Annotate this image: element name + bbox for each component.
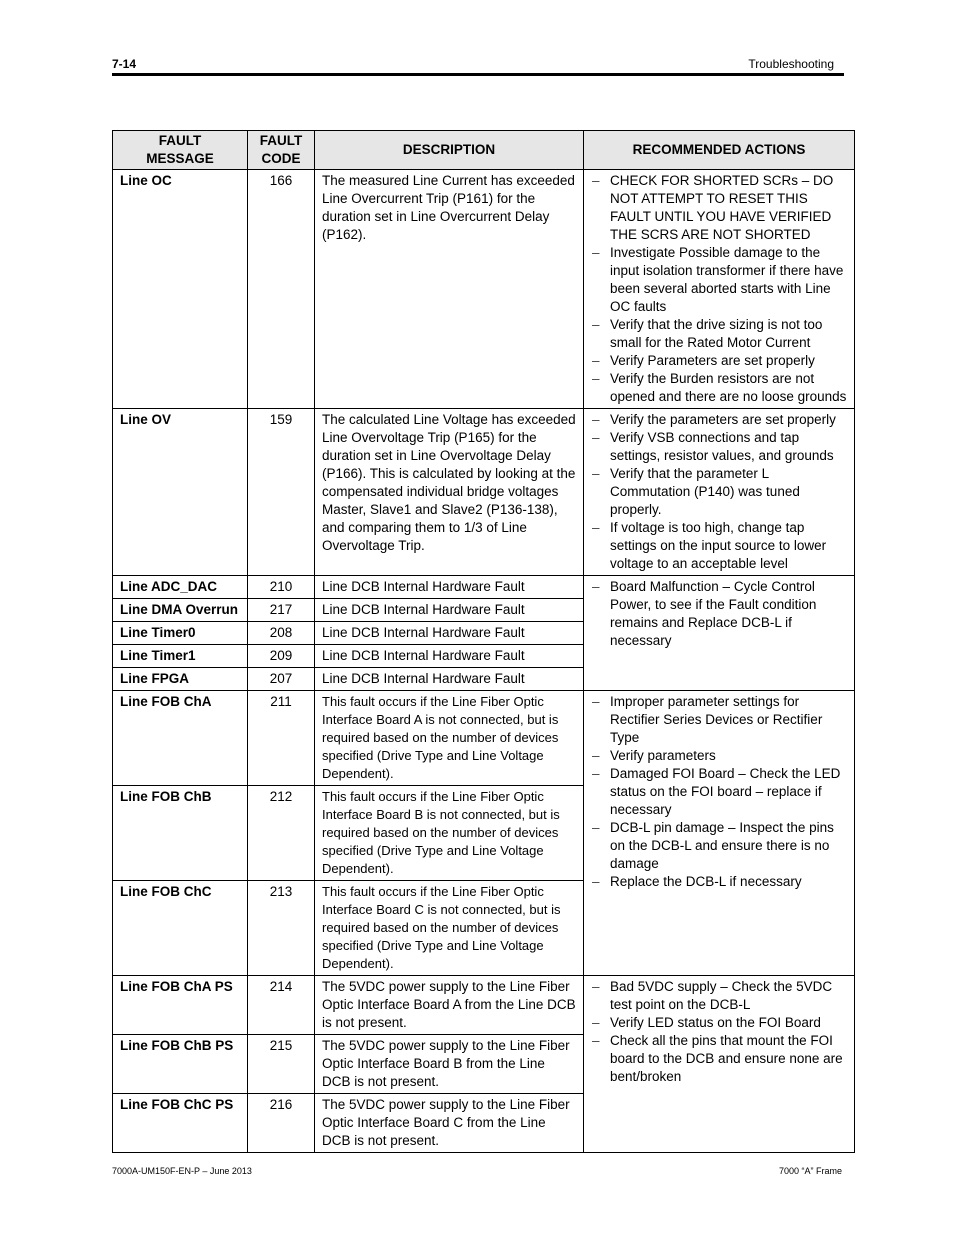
- action-item: – DCB-L pin damage – Inspect the pins on the DCB-L and ensure there is no damage: [592, 819, 850, 873]
- col-header-description: DESCRIPTION: [315, 131, 584, 170]
- action-item: – Replace the DCB-L if necessary: [592, 873, 850, 891]
- recommended-actions: [584, 576, 855, 691]
- fault-description: The 5VDC power supply to the Line Fiber Optic Interface Board A from the Line DCB is not present.: [315, 976, 584, 1035]
- table-row: [113, 576, 855, 599]
- action-item: – Verify VSB connections and tap settings, resistor values, and grounds: [592, 429, 850, 465]
- col-header-fault-message: FAULT MESSAGE: [113, 131, 248, 170]
- fault-code: 209: [248, 645, 315, 668]
- footer-doc-id: 7000A-UM150F-EN-P – June 2013: [112, 1166, 252, 1176]
- fault-code: 215: [248, 1035, 315, 1094]
- col-header-fault-code: FAULT CODE: [248, 131, 315, 170]
- fault-description: Line DCB Internal Hardware Fault: [315, 599, 584, 622]
- fault-code: 159: [248, 409, 315, 576]
- action-item: – Board Malfunction – Cycle Control Power, to see if the Fault condition remains and Replace DCB-L if necessary: [592, 578, 850, 650]
- fault-message: Line Timer0: [113, 622, 248, 645]
- section-title: Troubleshooting: [748, 57, 834, 71]
- fault-message: Line DMA Overrun: [113, 599, 248, 622]
- action-item: – Verify Parameters are set properly: [592, 352, 850, 370]
- fault-description: The calculated Line Voltage has exceeded Line Overvoltage Trip (P165) for the duration set in Line Overvoltage Delay (P166). This is calculated by looking at the compensated individual bridge voltages Master, Slave1 and Slave2 (P136-138), and comparing them to 1/3 of Line Overvoltage Trip.: [315, 409, 584, 576]
- fault-message: Line FOB ChC PS: [113, 1094, 248, 1153]
- fault-description: This fault occurs if the Line Fiber Optic Interface Board A is not connected, but is required based on the number of devices specified (Drive Type and Line Voltage Dependent).: [315, 691, 584, 786]
- action-item: – If voltage is too high, change tap settings on the input source to lower voltage to an acceptable level: [592, 519, 850, 573]
- action-item: – Improper parameter settings for Rectifier Series Devices or Rectifier Type: [592, 693, 850, 747]
- table-header-row: [113, 131, 855, 170]
- footer-product: 7000 “A” Frame: [778, 1166, 842, 1176]
- fault-message: Line OC: [113, 170, 248, 409]
- recommended-actions: [584, 976, 855, 1153]
- recommended-actions: [584, 409, 855, 576]
- action-item: – Verify LED status on the FOI Board: [592, 1014, 850, 1032]
- fault-message: Line OV: [113, 409, 248, 576]
- col-header-recommended-actions: RECOMMENDED ACTIONS: [584, 131, 855, 170]
- table-row: [113, 976, 855, 1035]
- fault-description: This fault occurs if the Line Fiber Optic Interface Board C is not connected, but is required based on the number of devices specified (Drive Type and Line Voltage Dependent).: [315, 881, 584, 976]
- action-item: – Check all the pins that mount the FOI board to the DCB and ensure none are bent/broken: [592, 1032, 850, 1086]
- fault-description: The measured Line Current has exceeded Line Overcurrent Trip (P161) for the duration set in Line Overcurrent Delay (P162).: [315, 170, 584, 409]
- fault-table: [112, 130, 855, 1153]
- fault-description: Line DCB Internal Hardware Fault: [315, 645, 584, 668]
- fault-code: 216: [248, 1094, 315, 1153]
- fault-code: 214: [248, 976, 315, 1035]
- fault-description: The 5VDC power supply to the Line Fiber Optic Interface Board B from the Line DCB is not present.: [315, 1035, 584, 1094]
- fault-description: Line DCB Internal Hardware Fault: [315, 668, 584, 691]
- fault-message: Line ADC_DAC: [113, 576, 248, 599]
- fault-description: Line DCB Internal Hardware Fault: [315, 622, 584, 645]
- fault-description: This fault occurs if the Line Fiber Optic Interface Board B is not connected, but is required based on the number of devices specified (Drive Type and Line Voltage Dependent).: [315, 786, 584, 881]
- fault-message: Line FOB ChB: [113, 786, 248, 881]
- fault-message: Line FOB ChC: [113, 881, 248, 976]
- recommended-actions: [584, 691, 855, 976]
- fault-code: 211: [248, 691, 315, 786]
- action-item: – Verify that the parameter L Commutation (P140) was tuned properly.: [592, 465, 850, 519]
- fault-code: 213: [248, 881, 315, 976]
- table-row: [113, 691, 855, 786]
- fault-code: 208: [248, 622, 315, 645]
- fault-message: Line FOB ChA PS: [113, 976, 248, 1035]
- table-row: [113, 409, 855, 576]
- action-item: – CHECK FOR SHORTED SCRs – DO NOT ATTEMPT TO RESET THIS FAULT UNTIL YOU HAVE VERIFIED THE SCRS ARE NOT SHORTED: [592, 172, 850, 244]
- fault-message: Line FOB ChB PS: [113, 1035, 248, 1094]
- fault-message: Line FPGA: [113, 668, 248, 691]
- page-number: 7-14: [112, 57, 137, 71]
- fault-code: 210: [248, 576, 315, 599]
- fault-description: The 5VDC power supply to the Line Fiber Optic Interface Board C from the Line DCB is not present.: [315, 1094, 584, 1153]
- fault-code: 166: [248, 170, 315, 409]
- table-row: [113, 170, 855, 409]
- action-item: – Damaged FOI Board – Check the LED status on the FOI board – replace if necessary: [592, 765, 850, 819]
- fault-message: Line Timer1: [113, 645, 248, 668]
- action-item: – Investigate Possible damage to the input isolation transformer if there have been several aborted starts with Line OC faults: [592, 244, 850, 316]
- fault-code: 212: [248, 786, 315, 881]
- fault-code: 217: [248, 599, 315, 622]
- action-item: – Verify the parameters are set properly: [592, 411, 850, 429]
- action-item: – Verify that the drive sizing is not too small for the Rated Motor Current: [592, 316, 850, 352]
- action-item: – Bad 5VDC supply – Check the 5VDC test point on the DCB-L: [592, 978, 850, 1014]
- fault-code: 207: [248, 668, 315, 691]
- action-item: – Verify parameters: [592, 747, 850, 765]
- fault-description: Line DCB Internal Hardware Fault: [315, 576, 584, 599]
- action-item: – Verify the Burden resistors are not opened and there are no loose grounds: [592, 370, 850, 406]
- recommended-actions: [584, 170, 855, 409]
- fault-message: Line FOB ChA: [113, 691, 248, 786]
- header-rule: [112, 73, 844, 76]
